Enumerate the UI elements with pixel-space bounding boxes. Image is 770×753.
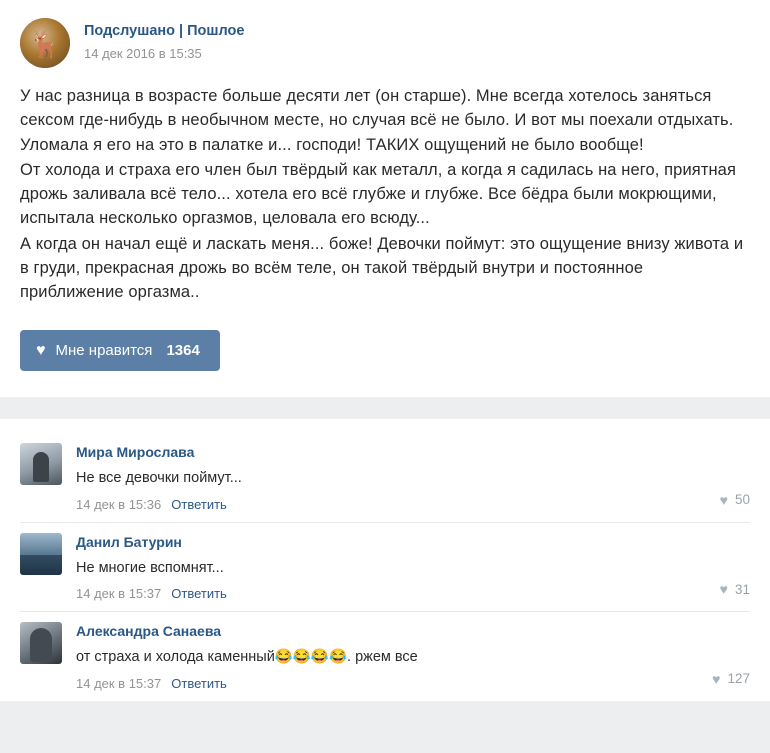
post-actions: [20, 330, 750, 397]
comment-author-link[interactable]: Александра Санаева: [76, 623, 222, 640]
post-header: [20, 18, 750, 68]
comment-author-link[interactable]: Данил Батурин: [76, 533, 182, 550]
comment-body: [76, 622, 750, 691]
commenter-avatar[interactable]: [20, 443, 62, 485]
heart-icon: ♥: [719, 491, 728, 508]
heart-icon: ♥: [719, 581, 728, 598]
group-name-link[interactable]: Подслушано | Пошлое: [84, 23, 245, 39]
heart-icon: ♥: [712, 670, 721, 687]
comment-text: Не многие вспомнят...: [76, 559, 224, 576]
comment-like-count: 31: [734, 581, 750, 597]
comment-reply-link[interactable]: Ответить: [171, 675, 227, 691]
comment-date: 14 дек в 15:36: [76, 496, 162, 512]
post-text: [20, 84, 750, 304]
comment-reply-link[interactable]: Ответить: [171, 586, 227, 602]
comments-list: [0, 419, 770, 701]
post-meta: [84, 18, 244, 61]
comment-date: 14 дек в 15:37: [76, 675, 162, 691]
post-paragraph: У нас разница в возрасте больше десяти лет (он старше). Мне всегда хотелось заняться сексом где-нибудь в необычном месте, но случая всё не было. И вот мы поехали отдыхать. Уломала я его на это в палатке и... господи! ТАКИХ ощущений не было вообще!: [20, 87, 734, 154]
comment-like-count: 50: [734, 492, 750, 508]
comment-footer: [76, 497, 750, 512]
comment-text: от страха и холода каменный😂😂😂😂. ржем все: [76, 649, 418, 666]
comment-body: [76, 533, 750, 602]
comment-like-button[interactable]: [712, 671, 750, 687]
post-paragraph: От холода и страха его член был твёрдый как металл, а когда я садилась на него, приятная дрожь заливала всё тело... хотела его всё глубже и глубже. Все бёдра были мокрющими, испытала несколько оргазмов, целовала его всюду...: [20, 160, 736, 228]
group-avatar[interactable]: [20, 18, 70, 68]
heart-icon: ♥: [36, 341, 46, 359]
comment-item: [20, 433, 750, 522]
post-date[interactable]: 14 дек 2016 в 15:35: [84, 46, 202, 61]
comment-item: [20, 612, 750, 701]
comment-like-count: 127: [727, 671, 750, 687]
deer-avatar-icon: 🦌: [28, 29, 62, 59]
comment-reply-link[interactable]: Ответить: [171, 496, 227, 512]
comment-like-button[interactable]: [720, 492, 750, 508]
like-button-label: Мне нравится: [55, 342, 153, 360]
comment-footer: [76, 676, 750, 691]
section-divider: [0, 397, 770, 419]
comment-date: 14 дек в 15:37: [76, 586, 162, 602]
commenter-avatar[interactable]: [20, 622, 62, 664]
commenter-avatar[interactable]: [20, 533, 62, 575]
comment-text: Не все девочки поймут...: [76, 470, 242, 487]
comment-footer: [76, 586, 750, 601]
like-button[interactable]: [20, 330, 220, 371]
comment-body: [76, 443, 750, 512]
comment-item: [20, 523, 750, 612]
comment-like-button[interactable]: [720, 581, 750, 597]
like-count: 1364: [166, 342, 200, 360]
post-paragraph: А когда он начал ещё и ласкать меня... боже! Девочки поймут: это ощущение внизу живота и в груди, прекрасная дрожь во всём теле, он такой твёрдый внутри и постоянное приближение оргазма..: [20, 234, 744, 301]
comment-author-link[interactable]: Мира Мирослава: [76, 444, 195, 461]
